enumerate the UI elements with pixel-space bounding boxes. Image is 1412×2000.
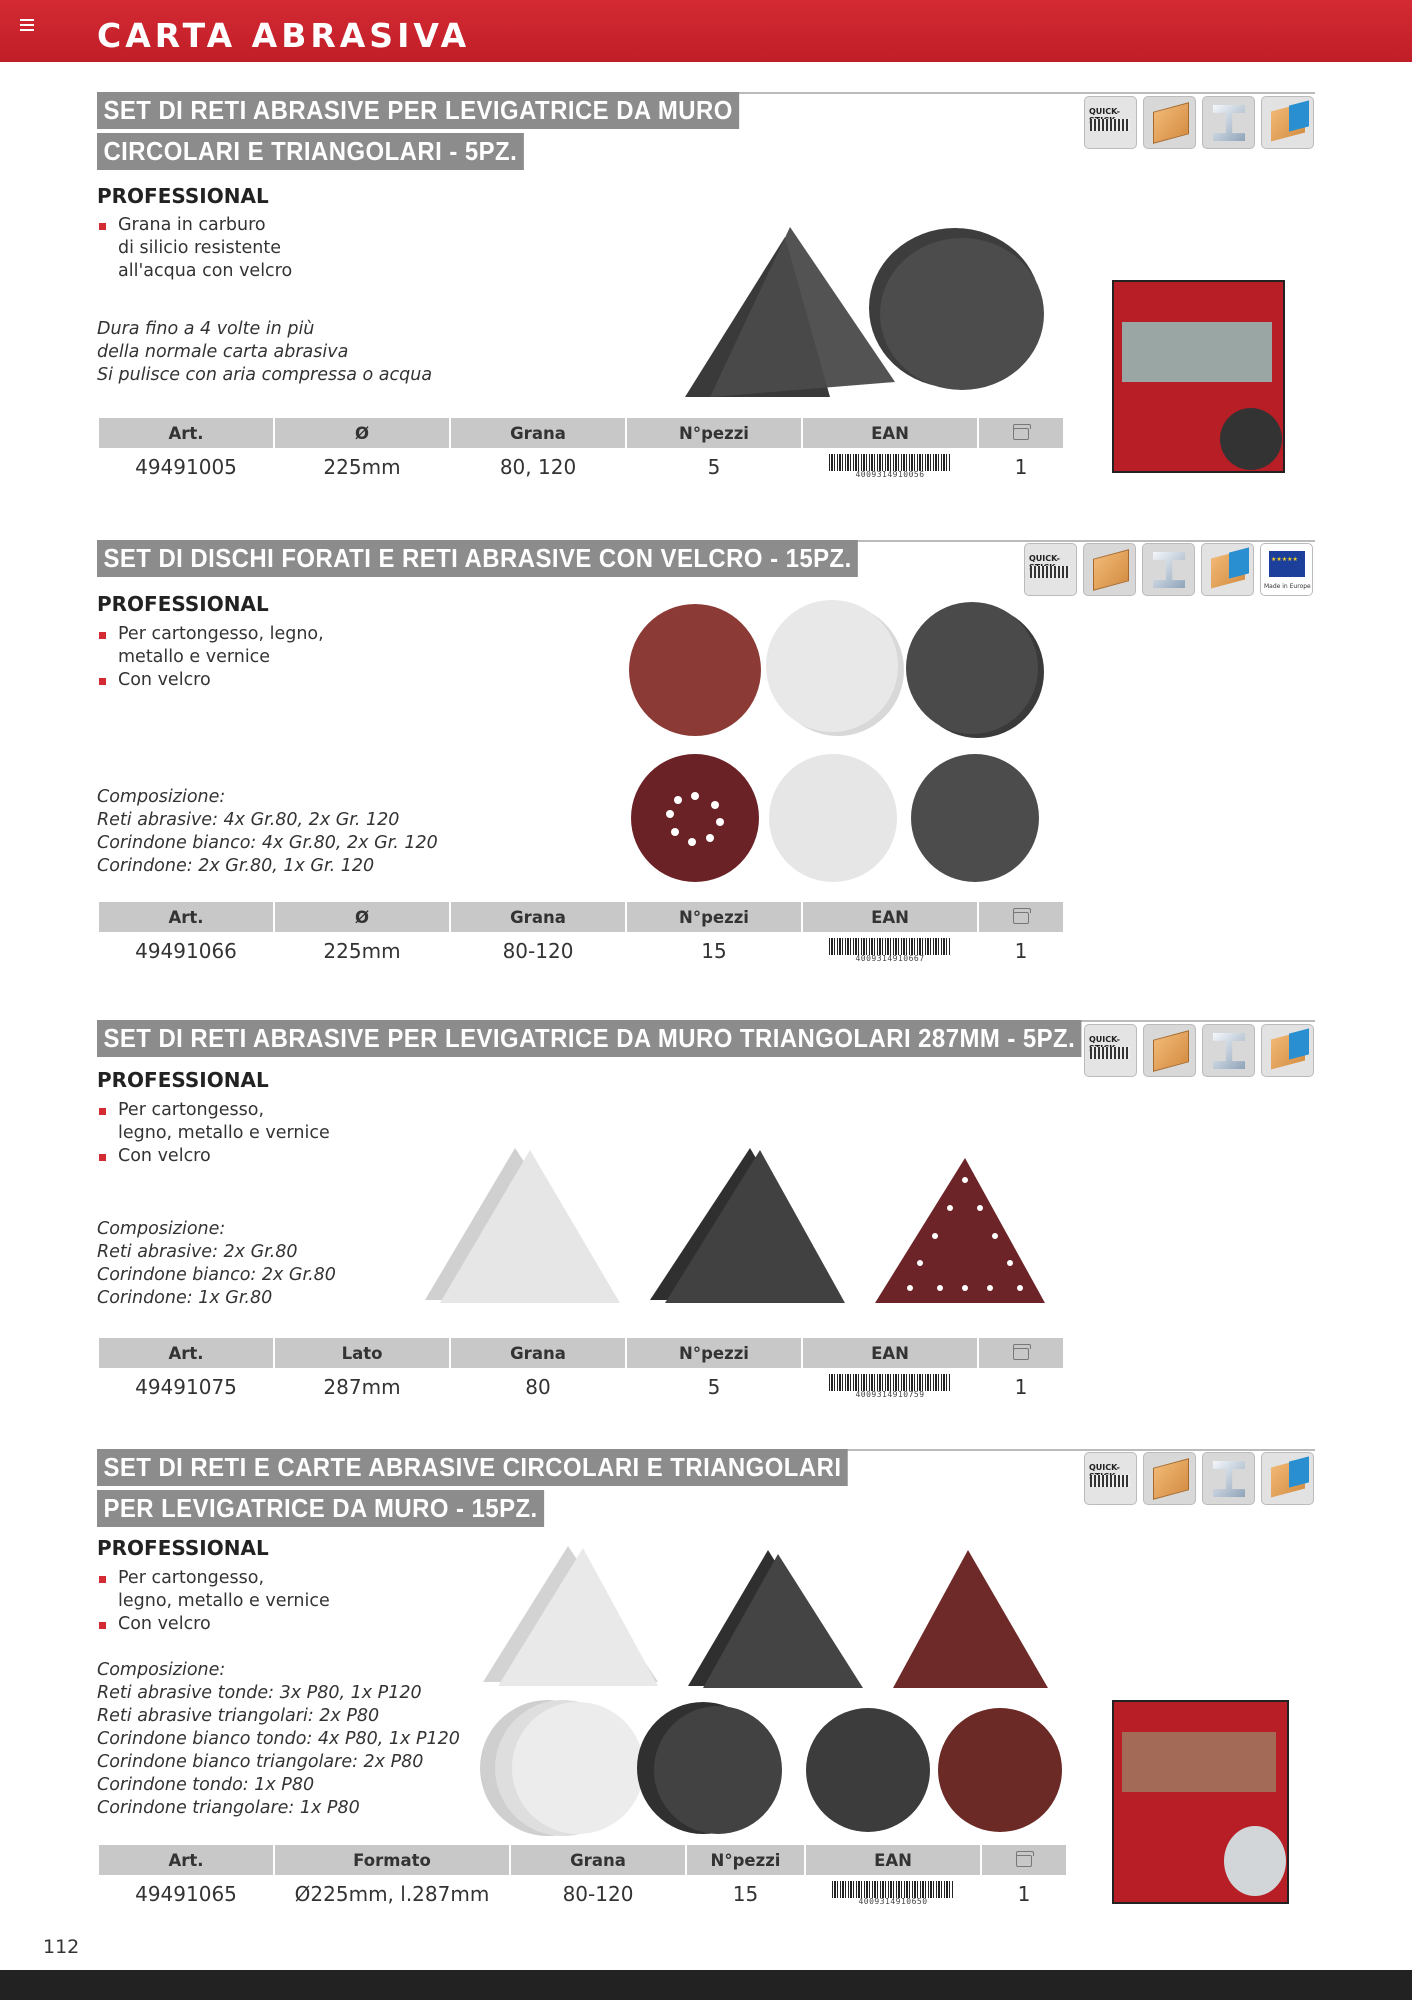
spec-table: Art. Ø Grana N°pezzi EAN 49491066 225mm 80-120 15 4009314910667 1 [97, 902, 1065, 966]
feature-item: legno, metallo e vernice [118, 1123, 330, 1143]
paint-icon [1261, 1024, 1314, 1077]
paint-icon [1201, 543, 1254, 596]
col-header: Art. [99, 418, 273, 448]
wood-icon [1143, 96, 1196, 149]
col-header: Grana [451, 418, 625, 448]
package-icon [979, 418, 1063, 448]
feature-list [97, 214, 292, 283]
section-title: SET DI RETI E CARTE ABRASIVE CIRCOLARI E TRIANGOLARI PER LEVIGATRICE DA MURO - 15PZ. [97, 1449, 913, 1531]
menu-icon[interactable] [20, 19, 34, 31]
product-line: PROFESSIONAL [97, 592, 269, 616]
quick-stick-icon: QUICK- [1084, 96, 1137, 149]
metal-icon [1202, 96, 1255, 149]
feature-item: Per cartongesso, legno, [97, 623, 324, 646]
feature-item: Per cartongesso, [97, 1567, 330, 1590]
product-line: PROFESSIONAL [97, 184, 269, 208]
col-header: EAN [803, 418, 977, 448]
section-title: SET DI RETI ABRASIVE PER LEVIGATRICE DA MURO TRIANGOLARI 287MM - 5PZ. [97, 1020, 1167, 1061]
product-line: PROFESSIONAL [97, 1536, 269, 1560]
feature-badges [1024, 543, 1313, 596]
feature-item: Grana in carburo [97, 214, 292, 237]
feature-item: metallo e vernice [118, 647, 271, 667]
section-title: SET DI DISCHI FORATI E RETI ABRASIVE CON VELCRO - 15PZ. [97, 540, 924, 581]
package-image [1112, 280, 1285, 473]
ean-barcode: 4009314910667 [803, 932, 977, 966]
feature-item: Per cartongesso, [97, 1099, 330, 1122]
quick-stick-icon: QUICK- [1024, 543, 1077, 596]
ean-barcode: 4009314910056 [803, 448, 977, 482]
ean-barcode: 4009314910759 [803, 1368, 977, 1402]
table-row [99, 448, 1063, 482]
spec-table [97, 418, 1065, 482]
quick-stick-icon: QUICK- [1084, 1024, 1137, 1077]
cell: 80, 120 [499, 455, 577, 479]
wood-icon [1083, 543, 1136, 596]
spec-table: Art. Lato Grana N°pezzi EAN 49491075 287mm 80 5 4009314910759 1 [97, 1338, 1065, 1402]
table-row: 49491065 Ø225mm, l.287mm 80-120 15 4009314910650 1 [99, 1875, 1066, 1909]
feature-list [97, 1567, 330, 1636]
package-icon [979, 1338, 1063, 1368]
page-title: CARTA ABRASIVA [97, 16, 471, 55]
feature-item: legno, metallo e vernice [118, 1591, 330, 1611]
table-row: 49491075 287mm 80 5 4009314910759 1 [99, 1368, 1063, 1402]
paint-icon [1261, 96, 1314, 149]
metal-icon [1142, 543, 1195, 596]
article-number: 49491005 [135, 455, 237, 479]
feature-item: Con velcro [97, 1613, 330, 1636]
feature-list [97, 1099, 330, 1168]
product-notes: Composizione: Reti abrasive: 2x Gr.80 Corindone bianco: 2x Gr.80 Corindone: 1x Gr.80 [97, 1219, 336, 1308]
feature-item: di silicio resistente [118, 238, 282, 258]
feature-item: Con velcro [97, 1145, 330, 1168]
wood-icon [1143, 1024, 1196, 1077]
product-notes: Dura fino a 4 volte in più della normale carta abrasiva Si pulisce con aria compressa o acqua [97, 319, 433, 385]
feature-item: all'acqua con velcro [118, 261, 293, 281]
section-title: SET DI RETI ABRASIVE PER LEVIGATRICE DA MURO CIRCOLARI E TRIANGOLARI - 5PZ. [97, 92, 795, 174]
cell: 5 [707, 455, 721, 479]
package-icon [979, 902, 1063, 932]
footer-bar [0, 1970, 1412, 2000]
product-image [680, 222, 1065, 402]
cell: 1 [1014, 455, 1028, 479]
feature-badges [1084, 96, 1314, 149]
article-number: 49491075 [135, 1375, 237, 1399]
page-number: 112 [43, 1936, 80, 1958]
table-row: 49491066 225mm 80-120 15 4009314910667 1 [99, 932, 1063, 966]
eu-flag-icon: Made in Europe ★★★★★ [1260, 543, 1313, 596]
feature-list [97, 623, 324, 692]
paint-icon [1261, 1452, 1314, 1505]
feature-item: Con velcro [97, 669, 324, 692]
feature-badges [1084, 1452, 1314, 1505]
product-notes: Composizione: Reti abrasive: 4x Gr.80, 2x Gr. 120 Corindone bianco: 4x Gr.80, 2x Gr. 120 Corindone: 2x Gr.80, 1x Gr. 120 [97, 787, 438, 876]
article-number: 49491066 [135, 939, 237, 963]
package-image [1112, 1700, 1289, 1904]
product-image [620, 600, 1065, 890]
article-number: 49491065 [135, 1882, 237, 1906]
package-icon [982, 1845, 1066, 1875]
col-header: N°pezzi [627, 418, 801, 448]
ean-barcode: 4009314910650 [806, 1875, 980, 1909]
metal-icon [1202, 1024, 1255, 1077]
product-line: PROFESSIONAL [97, 1068, 269, 1092]
metal-icon [1202, 1452, 1255, 1505]
product-image [420, 1138, 1060, 1308]
header-bar [0, 0, 1412, 62]
col-header: Ø [275, 418, 449, 448]
quick-stick-icon: QUICK- [1084, 1452, 1137, 1505]
product-notes: Composizione: Reti abrasive tonde: 3x P80, 1x P120 Reti abrasive triangolari: 2x P80 Corindone bianco tondo: 4x P80, 1x P120 Corindone bianco triangolare: 2x P80 Corindone tondo: 1x P80 Corindone triangolare: 1x P80 [97, 1660, 460, 1818]
spec-table: Art. Formato Grana N°pezzi EAN 49491065 Ø225mm, l.287mm 80-120 15 4009314910650 1 [97, 1845, 1068, 1909]
product-image [478, 1538, 1063, 1838]
feature-badges [1084, 1024, 1314, 1077]
wood-icon [1143, 1452, 1196, 1505]
cell: 225mm [323, 455, 401, 479]
